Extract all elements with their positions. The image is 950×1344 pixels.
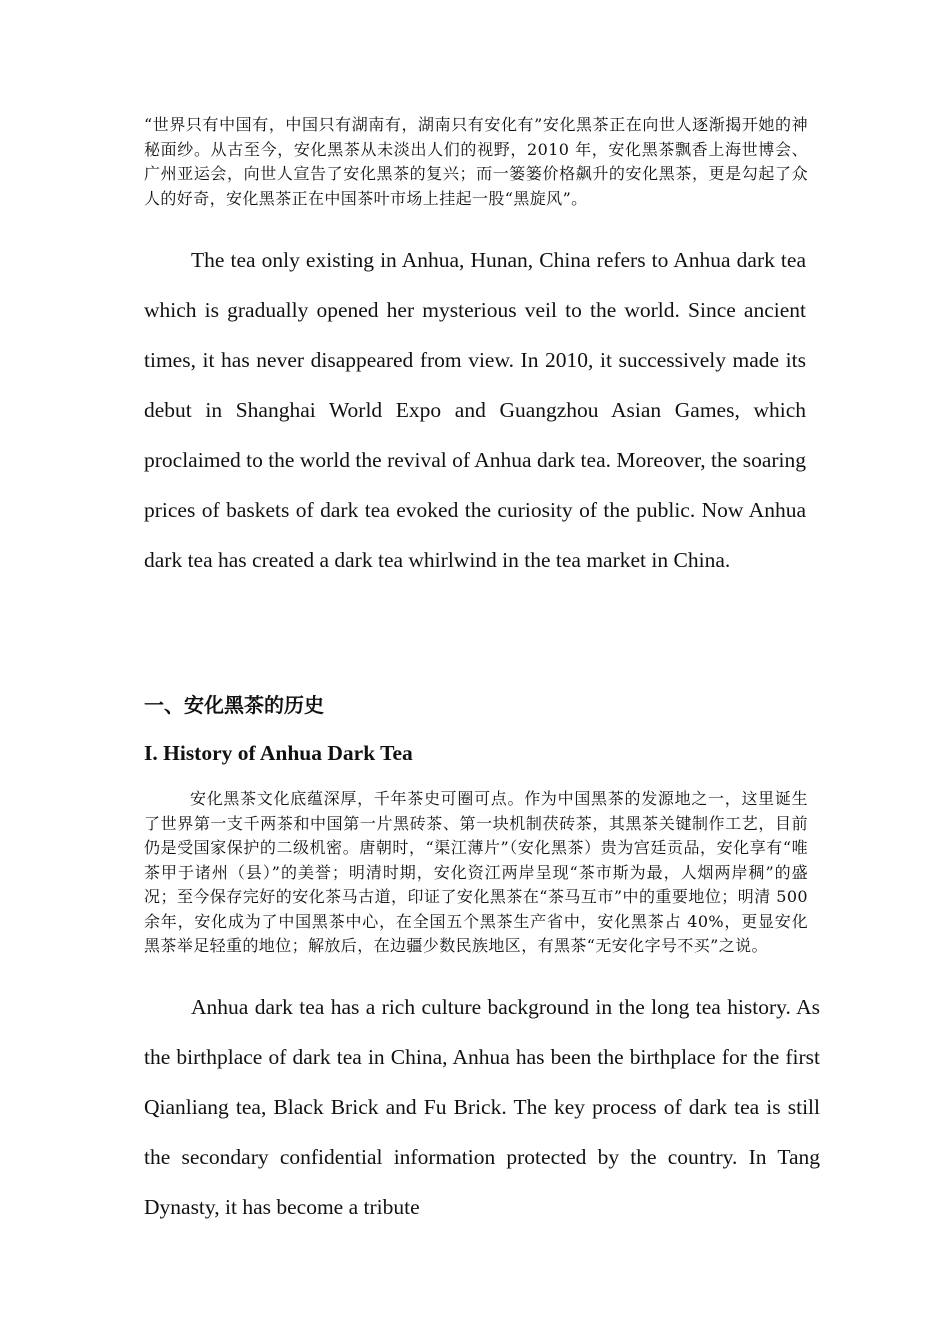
history-english-paragraph: Anhua dark tea has a rich culture background in the long tea history. As the birthplace of dark tea in China, Anhua has been the birthplace for the first Qianliang tea, Black Brick and Fu Brick. The key process of dark tea is still the secondary confidential information protected by the country. In Tang Dynasty, it has become a tribute xyxy=(144,995,820,1219)
history-chinese-paragraph: 安化黑茶文化底蕴深厚，千年茶史可圈可点。作为中国黑茶的发源地之一，这里诞生了世界第一支千两茶和中国第一片黑砖茶、第一块机制茯砖茶，其黑茶关键制作工艺，目前仍是受国家保护的二级机密。唐朝时，“渠江薄片”（安化黑茶）贵为宫廷贡品，安化享有“唯茶甲于诸州（县）”的美誉；明清时期，安化资江两岸呈现“茶市斯为最，人烟两岸稠”的盛况；至今保存完好的安化茶马古道，印证了安化黑茶在“茶马互市”中的重要地位；明清 500 余年，安化成为了中国黑茶中心，在全国五个黑茶生产省中，安化黑茶占 40%，更显安化黑茶举足轻重的地位；解放后，在边疆少数民族地区，有黑茶“无安化字号不买”之说。 xyxy=(144,789,808,955)
intro-english-paragraph: The tea only existing in Anhua, Hunan, China refers to Anhua dark tea which is gradually opened her mysterious veil to the world. Since ancient times, it has never disappeared from view. In 2010, it successively made its debut in Shanghai World Expo and Guangzhou Asian Games, which proclaimed to the world the revival of Anhua dark tea. Moreover, the soaring prices of baskets of dark tea evoked the curiosity of the public. Now Anhua dark tea has created a dark tea whirlwind in the tea market in China. xyxy=(144,248,806,572)
section-heading-english: I. History of Anhua Dark Tea xyxy=(144,741,413,765)
intro-chinese-paragraph: “世界只有中国有，中国只有湖南有，湖南只有安化有”安化黑茶正在向世人逐渐揭开她的神秘面纱。从古至今，安化黑茶从未淡出人们的视野，2010 年，安化黑茶飘香上海世博会、广州亚运会，向世人宣告了安化黑茶的复兴；而一篓篓价格飙升的安化黑茶，更是勾起了众人的好奇，安化黑茶正在中国茶叶市场上挂起一股“黑旋风”。 xyxy=(144,115,808,208)
section-heading-chinese: 一、安化黑茶的历史 xyxy=(144,693,324,717)
